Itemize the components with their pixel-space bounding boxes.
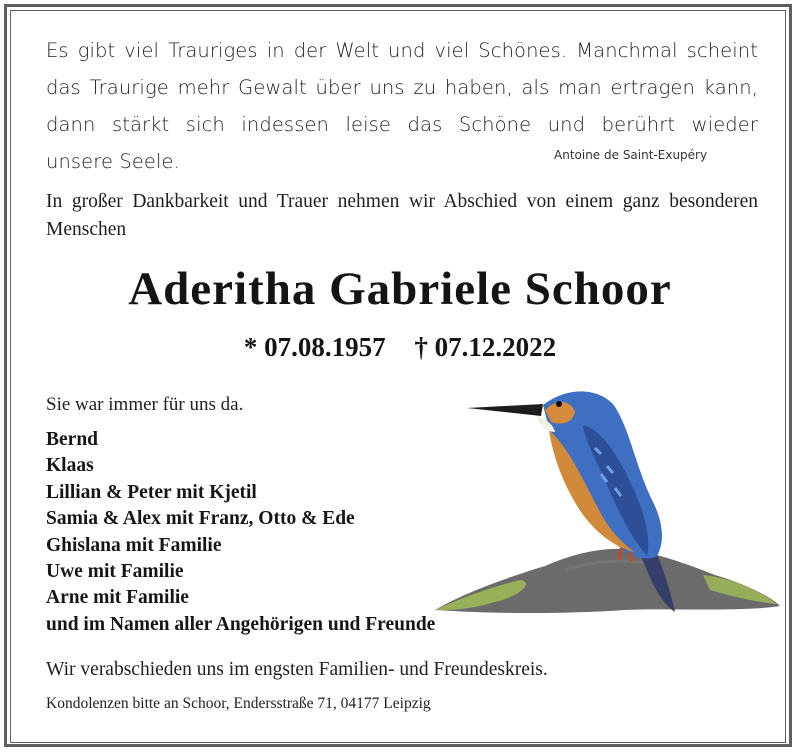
quote-line: das Traurige mehr Gewalt über uns zu haben, als man ertragen kann, [46, 76, 758, 99]
mourner-item: Arne mit Familie [46, 587, 189, 609]
farewell-text: Wir verabschieden uns im engsten Familien- und Freundeskreis. [46, 659, 548, 680]
mourner-item: Ghislana mit Familie [46, 534, 222, 556]
birth-date: 07.08.1957 [264, 332, 386, 362]
death-date: 07.12.2022 [434, 332, 557, 362]
kingfisher-illustration [425, 370, 785, 625]
life-dates [0, 332, 800, 363]
quote-line: dann stärkt sich indessen leise das Schöne und berührt wieder [46, 113, 758, 136]
bird-beak [467, 404, 543, 416]
mourner-item: Lillian & Peter mit Kjetil [46, 481, 257, 503]
statement-text: Sie war immer für uns da. [46, 394, 244, 415]
condolence-address: Kondolenzen bitte an Schoor, Endersstraße 71, 04177 Leipzig [46, 695, 431, 712]
mourner-item: und im Namen aller Angehörigen und Freunde [46, 613, 436, 635]
quote-author: Antoine de Saint-Exupéry [554, 148, 708, 162]
birth-symbol: * [243, 332, 258, 362]
quote-line: Es gibt viel Trauriges in der Welt und viel Schönes. Manchmal scheint [46, 39, 758, 62]
mourner-item: Klaas [46, 455, 94, 477]
mourner-item: Samia & Alex mit Franz, Otto & Ede [46, 508, 355, 530]
intro-text: In großer Dankbarkeit und Trauer nehmen wir Abschied von einem ganz besonderen Menschen [46, 191, 758, 240]
quote-line: unsere Seele. [46, 150, 180, 173]
mourner-item: Bernd [46, 429, 99, 450]
deceased-name: Aderitha Gabriele Schoor [128, 263, 672, 315]
mourner-list [46, 427, 435, 638]
death-symbol: † [414, 332, 428, 362]
mourner-item: Uwe mit Familie [46, 561, 184, 583]
bird-eye [556, 401, 562, 407]
